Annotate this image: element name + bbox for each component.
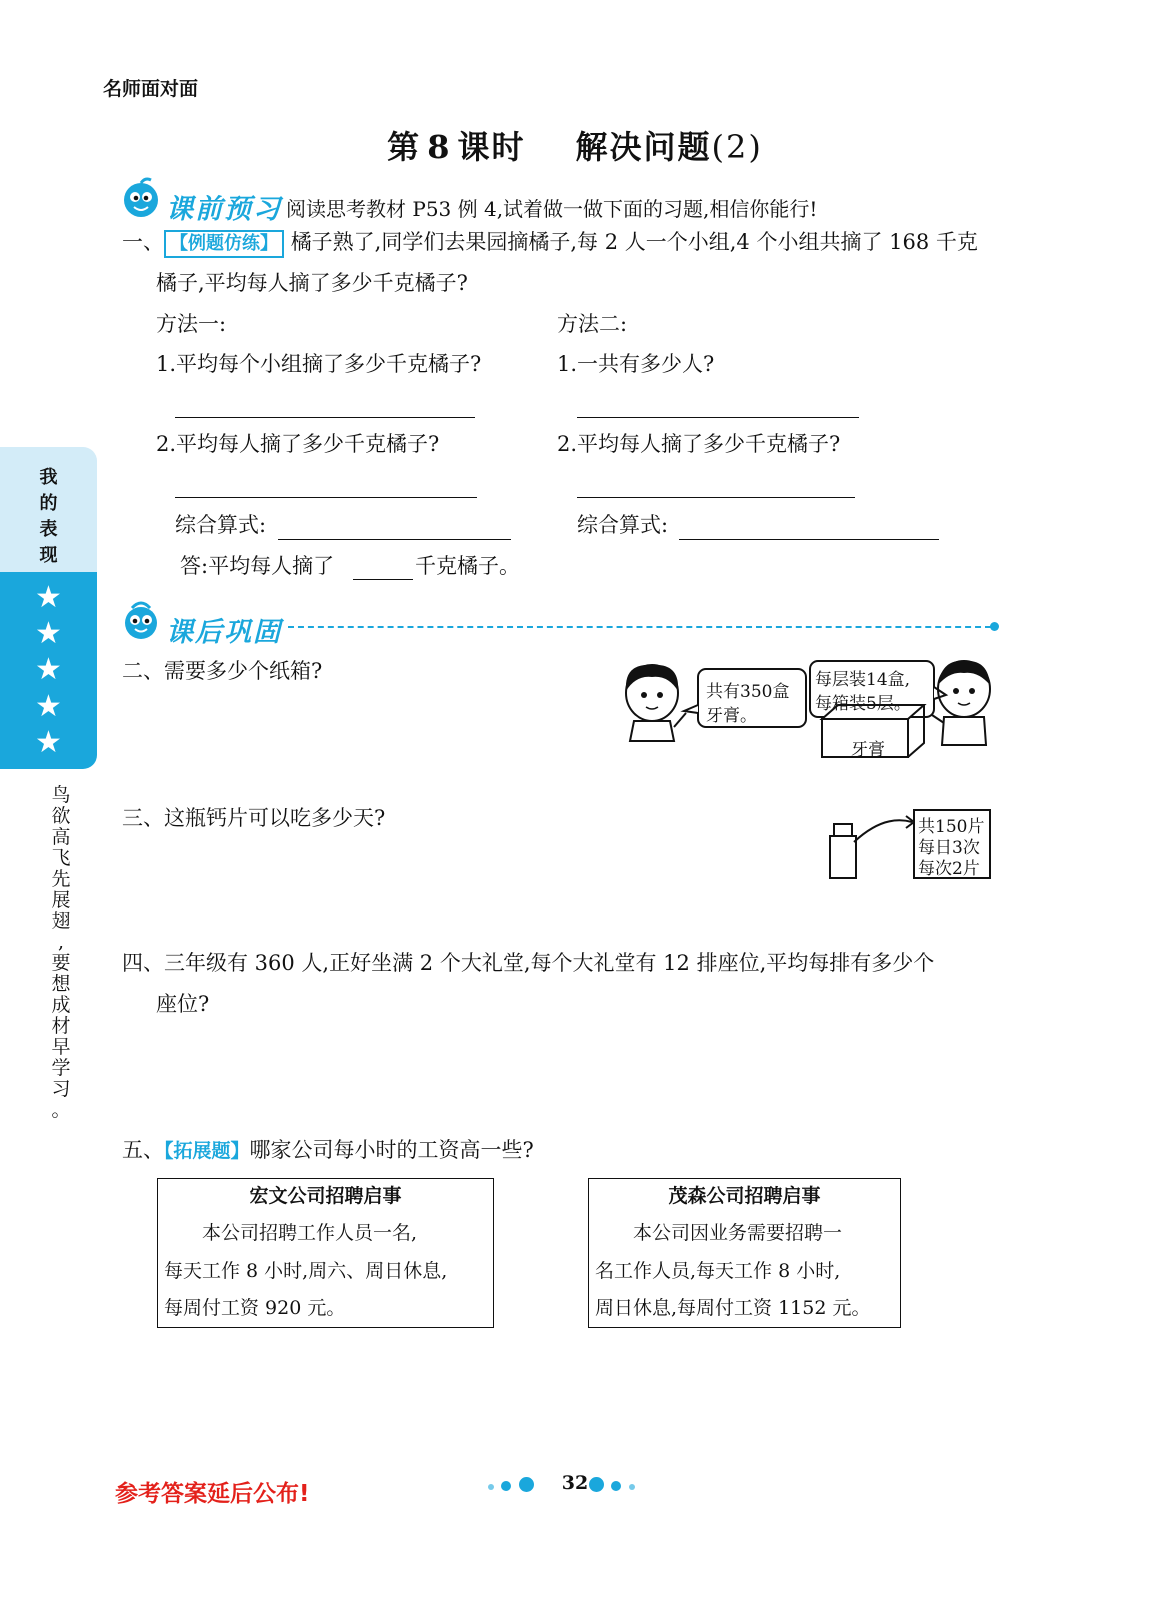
performance-label-char: 的 <box>39 493 58 514</box>
title-lesson: 第 <box>387 128 422 166</box>
q1-answer-a: 答:平均每人摘了 <box>180 554 335 578</box>
divider-end-dot <box>990 622 999 631</box>
q3-label-2: 每日3次 <box>918 838 980 858</box>
motto-char: 。 <box>51 1099 71 1121</box>
star-icon[interactable]: ★ <box>35 724 62 760</box>
notice-maosen-line3: 周日休息,每周付工资 1152 元。 <box>595 1297 871 1319</box>
q5-tag: 【拓展题】 <box>164 1140 250 1162</box>
method2-combined: 综合算式: <box>577 513 669 537</box>
q4-line2: 座位? <box>156 992 210 1016</box>
method1-combined: 综合算式: <box>175 513 267 537</box>
q3-label-1: 共150片 <box>918 817 985 837</box>
performance-label-char: 表 <box>39 519 58 540</box>
performance-sidebar <box>0 447 97 769</box>
notice-hongwen-line2: 每天工作 8 小时,周六、周日休息, <box>164 1260 448 1282</box>
page-number: 32 <box>561 1472 589 1494</box>
notice-maosen-title: 茂森公司招聘启事 <box>668 1185 821 1207</box>
method1-title: 方法一: <box>156 312 227 336</box>
review-divider <box>288 626 991 628</box>
motto-char: 材 <box>51 1015 71 1037</box>
performance-label-char: 我 <box>39 467 58 488</box>
header-brand: 名师面对面 <box>103 78 199 100</box>
notice-hongwen-line1: 本公司招聘工作人员一名, <box>202 1222 418 1244</box>
page-dot-icon <box>629 1484 635 1490</box>
method1-step2: 2.平均每人摘了多少千克橘子? <box>156 432 440 456</box>
q3-text: 三、这瓶钙片可以吃多少天? <box>122 806 386 830</box>
method2-title: 方法二: <box>557 312 628 336</box>
notice-hongwen-title: 宏文公司招聘启事 <box>249 1185 402 1207</box>
q2-text: 二、需要多少个纸箱? <box>122 659 323 683</box>
q1-label: 一、 <box>122 230 164 254</box>
q2-illustration-svg <box>612 657 1002 767</box>
mascot-icon <box>118 176 164 226</box>
notice-hongwen-line3: 每周付工资 920 元。 <box>164 1297 346 1319</box>
method1-combined-line[interactable] <box>278 539 511 540</box>
q1-text1: 橘子熟了,同学们去果园摘橘子,每 2 人一个小组,4 个小组共摘了 168 千克 <box>290 230 978 254</box>
motto-char: 早 <box>51 1036 71 1058</box>
star-icon[interactable]: ★ <box>35 652 62 688</box>
rating-stars <box>0 572 97 769</box>
answer-note: 参考答案延后公布! <box>115 1481 310 1507</box>
q4-line1: 四、三年级有 360 人,正好坐满 2 个大礼堂,每个大礼堂有 12 排座位,平均每排有多少个 <box>122 951 935 975</box>
sidebar-motto <box>48 785 74 1121</box>
motto-char: 学 <box>51 1057 71 1079</box>
page-dot-icon <box>611 1481 621 1491</box>
notice-hongwen <box>157 1178 494 1328</box>
motto-char: 习 <box>51 1078 71 1100</box>
motto-char: 欲 <box>51 805 71 827</box>
page-dot-icon <box>589 1477 604 1492</box>
motto-char: 高 <box>51 826 71 848</box>
motto-char: 展 <box>51 889 71 911</box>
mascot-icon-2 <box>118 598 164 648</box>
motto-char: 飞 <box>51 847 71 869</box>
preview-heading: 课前预习 <box>166 194 282 225</box>
title-num: 8 <box>427 128 452 166</box>
q1-answer-b: 千克橘子。 <box>415 554 520 578</box>
method1-step1: 1.平均每个小组摘了多少千克橘子? <box>156 352 482 376</box>
performance-label-char: 现 <box>39 545 58 566</box>
motto-char: 先 <box>51 868 71 890</box>
star-icon[interactable]: ★ <box>35 616 62 652</box>
motto-char: 想 <box>51 973 71 995</box>
q1-tag: 【例题仿练】 <box>164 230 284 258</box>
motto-char: 成 <box>51 994 71 1016</box>
notice-maosen-line1: 本公司因业务需要招聘一 <box>633 1222 843 1244</box>
star-icon[interactable]: ★ <box>35 580 62 616</box>
notice-maosen <box>588 1178 901 1328</box>
q2-bubble-boy-2: 每箱装5层。 <box>815 694 911 714</box>
q5-line <box>122 1130 534 1172</box>
method2-combined-line[interactable] <box>679 539 939 540</box>
title-topic: 解决问题 <box>575 128 712 166</box>
q2-bubble-boy-1: 每层装14盒, <box>815 670 911 690</box>
q1-answer-blank[interactable] <box>353 579 413 580</box>
method2-answer-line-1[interactable] <box>577 417 859 418</box>
q2-illustration <box>612 657 1002 767</box>
motto-char: , <box>57 931 65 953</box>
method2-answer-line-2[interactable] <box>577 497 855 498</box>
q2-box-label: 牙膏 <box>851 740 885 760</box>
q5-label: 五、 <box>122 1138 164 1162</box>
review-heading: 课后巩固 <box>166 617 282 648</box>
motto-char: 翅 <box>51 910 71 932</box>
method2-step2: 2.平均每人摘了多少千克橘子? <box>557 432 841 456</box>
motto-char: 鸟 <box>51 784 71 806</box>
q1-line1 <box>122 222 978 263</box>
notice-maosen-line2: 名工作人员,每天工作 8 小时, <box>595 1260 841 1282</box>
star-icon[interactable]: ★ <box>35 688 62 724</box>
q3-label-3: 每次2片 <box>918 859 980 879</box>
q5-text: 哪家公司每小时的工资高一些? <box>249 1138 534 1162</box>
method2-step1: 1.一共有多少人? <box>557 352 715 376</box>
performance-label <box>0 447 97 572</box>
q1-text2: 橘子,平均每人摘了多少千克橘子? <box>156 271 468 295</box>
lesson-title <box>0 122 1150 168</box>
preview-intro: 阅读思考教材 P53 例 4,试着做一做下面的习题,相信你能行! <box>286 197 818 221</box>
title-unit: 课时 <box>457 128 526 166</box>
q2-bubble-girl-1: 共有350盒 <box>706 682 790 702</box>
method1-answer-line-1[interactable] <box>175 417 475 418</box>
motto-char: 要 <box>51 952 71 974</box>
title-paren: (2) <box>711 128 763 166</box>
q2-bubble-girl-2: 牙膏。 <box>706 706 757 726</box>
method1-answer-line-2[interactable] <box>175 497 477 498</box>
